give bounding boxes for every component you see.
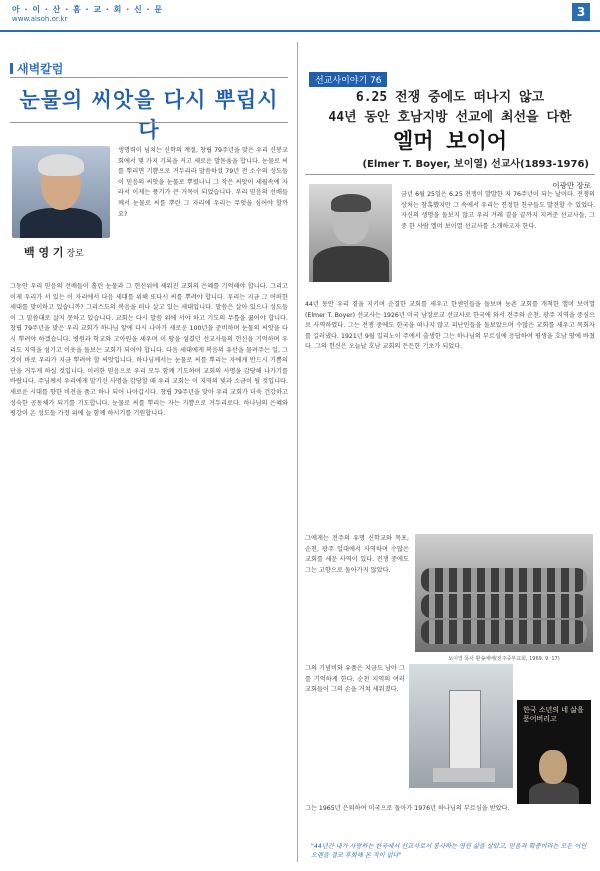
memorial-stone	[449, 690, 481, 774]
author-photo-suit	[20, 208, 102, 238]
portrait-suit	[313, 246, 389, 282]
group-photo-row	[421, 594, 587, 618]
author-photo-hair	[38, 154, 84, 176]
column-divider	[297, 42, 298, 862]
column-lead: 생명력이 넘치는 신학의 계절, 창립 79주년을 맞은 우리 신봉교회에서 몇 가지 기록을 커고 새로운 발돋움을 합니다. 눈물로 씨를 뿌리면 기쁨으로 거두리라 말씀하셨 79년 전 소수의 성도들이 믿음의 씨앗을 눈물로 뿌렸나니 그 작은 씨앗이 세월속에 자라서 이제는 풍기가 큰 거목이 되었습니다. 우리 믿음의 선배들께서 눈물로 씨를 뿌린 그 자리에 우리는 무엇을 심어야 할까요?	[118, 147, 288, 218]
missionary-portrait	[309, 184, 392, 282]
masthead	[0, 0, 600, 32]
feature-byline: 이광만 장로	[552, 181, 591, 190]
feature-para2: 44년 동안 우리 곁을 지키며 순결한 교회를 세우고 한센인들을 돌보며 농촌 교회를 개척한 엘머 보이열(Elmer T. Boyer) 선교사는 1926년 미국 남장로교 선교사로 한국에 와서 전주와 순천, 광주 지역을 중심으로 사역하였다. 그는 전쟁 중에도 한국을 떠나지 않고 피난민들을 돌보았으며 수많은 교회를 세우고 목회자를 길러냈다. 1921년 9월 일리노이 주에서 출생한 그는 하나님의 부르심에 응답하여 평생을 호남 땅에 바쳤다. 그의 헌신은 오늘날 호남 교회의 든든한 기초가 되었다.	[305, 301, 595, 351]
book-portrait-face	[539, 750, 567, 784]
book-cover	[517, 700, 591, 804]
feature-para3: 그에게는 전주의 유명 신학교와 목포, 순천, 광주 일대에서 사역하며 수많은 교회를 세운 사역이 있다. 전쟁 중에도 그는 고향으로 돌아가지 않았다.	[305, 535, 409, 574]
section-bar-icon	[10, 63, 13, 74]
author-byline	[24, 244, 84, 260]
portrait-hair	[331, 194, 371, 212]
feature-para5: 그는 1965년 은퇴하여 미국으로 돌아가 1976년 하나님의 부르심을 받았다.	[305, 805, 510, 812]
feature-title-main: 엘머 보이어	[392, 129, 508, 153]
column-section-label	[10, 60, 63, 77]
divider	[10, 122, 288, 123]
feature-tag: 선교사이야기 76	[309, 72, 387, 87]
feature-subtitle: (Elmer T. Boyer, 보이열) 선교사(1893-1976)	[362, 159, 589, 170]
group-photo	[415, 534, 593, 652]
divider	[305, 174, 595, 175]
author-name: 백 영 기	[24, 246, 64, 259]
feature-title-line1: 6.25 전쟁 중에도 떠나지 않고	[355, 90, 545, 105]
feature-para4: 그의 기념비와 유품은 지금도 남아 그를 기억하게 한다. 순천 지역의 여러 교회들이 그의 손을 거쳐 세워졌다.	[305, 665, 405, 694]
feature-section	[305, 72, 595, 862]
feature-para1: 금년 6월 25일은 6.25 전쟁이 발발한 지 76주년이 되는 날이다. 전쟁의 상처는 참혹했지만 그 속에서 우리는 진정한 친구들도 발견할 수 있었다. 자신의 생명을 돌보지 않고 우리 겨레 곁을 끝까지 지켜준 선교사들. 그 중 한 사람 엘머 보이열 선교사를 소개하고자 한다.	[401, 191, 595, 230]
feature-title-line2: 44년 동안 호남지방 선교에 최선을 다한	[328, 110, 572, 125]
author-title: 장로	[66, 249, 84, 259]
divider	[10, 77, 288, 78]
page-number: 3	[572, 3, 590, 21]
column-section-text: 새벽칼럼	[17, 62, 64, 76]
memorial-stone-photo	[409, 664, 513, 788]
column-headline: 눈물의 씨앗을 다시 뿌립시다	[19, 88, 279, 142]
masthead-brand: 아 · 이 · 산 · 홈 · 교 · 회 · 신 · 문	[12, 5, 164, 14]
group-photo-row	[421, 620, 587, 644]
book-portrait-suit	[529, 782, 579, 804]
group-photo-row	[421, 568, 587, 592]
column-body: 그동안 우리 믿음의 선배들이 흘린 눈물과 그 헌신위에 세워진 교회의 은혜를 기억해야 합니다. 그리고 이제 우리가 서 있는 이 자리에서 다음 세대를 위해 또다시 씨를 뿌려야 합니다. 우리는 지금 그 어떠한 세대를 맞이하고 있습니까? 그리스도의 복음을 떠나 살고 있는 세대입니다. 말씀은 살아 있으나 성도들이 그 말씀대로 살지 못하고 있습니다. 교회는 다시 말씀 위에 서야 하고 기도의 무릎을 꿇어야 합니다. 창립 79주년을 맞은 우리 교회가 하나님 앞에 다시 나아가 새로운 100년을 준비하며 눈물의 씨앗을 다시 뿌려야 하겠습니다. 병원과 학교와 고아원을 세우며 이 땅을 섬겼던 선교사들의 헌신을 기억하며 우리도 지역을 섬기고 이웃을 돌보는 교회가 되어야 합니다. 다음 세대에게 복음의 유산을 물려주는 일, 그것이 바로 우리가 지금 뿌려야 할 씨앗입니다. 하나님께서는 눈물로 씨를 뿌리는 자에게 반드시 기쁨의 단을 거두게 하실 것입니다. 이러한 믿음으로 우리 모두 함께 기도하며 교회의 사명을 감당해 나가기를 바랍니다. 주님께서 우리에게 맡기신 사명을 감당할 때 우리 교회는 이 지역의 빛과 소금이 될 것입니다. 새로운 시대를 향한 비전을 품고 하나 되어 나아갑시다. 창립 79주년을 맞아 우리 교회가 더욱 건강하고 성숙한 공동체가 되기를 기도합니다. 눈물로 씨를 뿌리는 자는 기쁨으로 거두리로다. 하나님의 은혜와 평강이 온 성도들 가정 위에 늘 함께 하시기를 기원합니다.	[10, 283, 288, 418]
column-section	[10, 60, 288, 860]
author-photo	[12, 146, 110, 238]
masthead-url[interactable]: www.aisoh.or.kr	[12, 15, 68, 23]
group-photo-caption: 보이열 목사 환송예배(전주중부교회, 1969. 9. 17)	[448, 656, 560, 662]
book-title: 한국 소년의 네 삶을 묻어버리고	[523, 706, 584, 723]
feature-quote: "44년간 내가 사랑하는 한국에서 선교사로서 봉사하는 영원 삶을 살았고, 믿음과 확증이라는 모든 이인 오랜을 결코 후회해 본 적이 없다"	[311, 843, 587, 859]
memorial-base	[433, 768, 495, 782]
